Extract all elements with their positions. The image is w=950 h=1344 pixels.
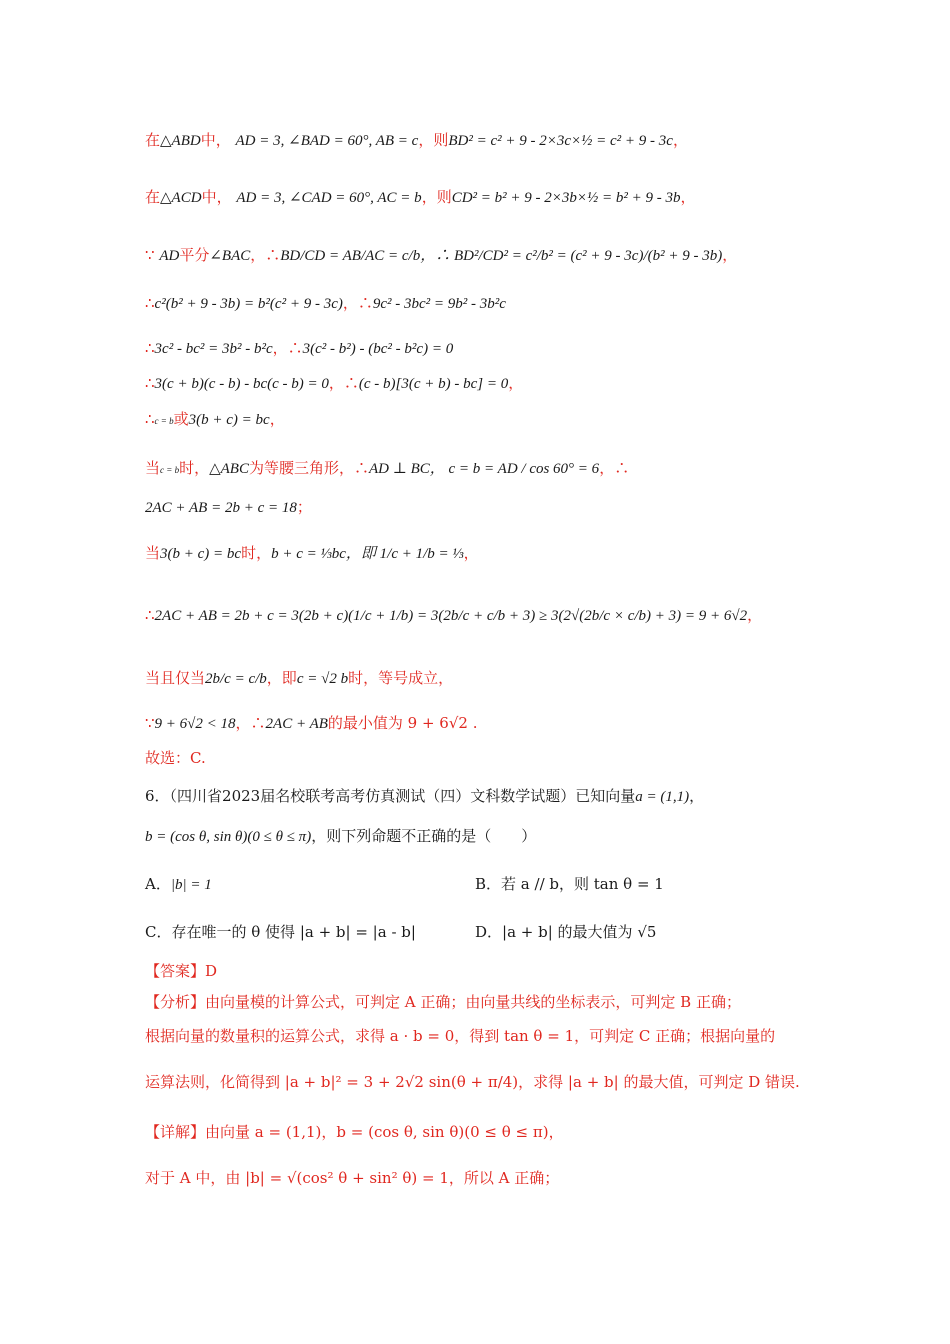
text-end: ，: [463, 544, 479, 562]
option-text: 存在唯一的 θ 使得 |a + b| = |a - b|: [171, 923, 416, 941]
solution-line-12: [145, 668, 453, 689]
text-prefix: 当且仅当: [145, 669, 206, 687]
text-end: ，: [722, 246, 738, 264]
math-expr-2: (c - b)[3(c + b) - bc] = 0: [358, 376, 509, 392]
question-ask: ，则下列命题不正确的是（ ）: [311, 827, 537, 845]
option-label: A．: [145, 875, 171, 893]
math-expr-2: 2AC + AB: [265, 716, 328, 732]
analysis-line-2: [145, 1026, 775, 1046]
text-after: ，∴: [235, 714, 266, 732]
text-after: ，∴: [272, 339, 303, 357]
text-after: ，则: [421, 188, 452, 206]
math-expr: 2b/c = c/b: [205, 671, 267, 687]
text-prefix: 在: [145, 131, 161, 149]
analysis-label: 【分析】: [145, 993, 206, 1011]
condition-label: c = b: [160, 465, 180, 475]
text-end: 时，等号成立，: [348, 669, 454, 687]
question-6-line-1: [145, 786, 704, 807]
text-after: ；: [296, 498, 312, 516]
detail-text: 由向量 a = (1,1)，b = (cos θ, sin θ)(0 ≤ θ ≤ π)，: [205, 1123, 564, 1141]
text-prefix: 当: [145, 459, 161, 477]
math-expr: c²(b² + 9 - 3b) = b²(c² + 9 - 3c): [154, 296, 343, 312]
math-expr: 9 + 6√2 < 18: [154, 716, 236, 732]
detail-label: 【详解】: [145, 1123, 206, 1141]
option-text: |a + b| 的最大值为 √5: [502, 923, 657, 941]
text-after: ，∴: [328, 374, 359, 392]
text-end: ，∴: [599, 459, 630, 477]
text-end: 的最小值为 9 + 6√2 .: [327, 714, 478, 732]
solution-line-11: [145, 605, 762, 626]
option-b[interactable]: [475, 874, 664, 894]
text-after: 时，: [241, 544, 272, 562]
text-after: ，: [747, 606, 763, 624]
solution-line-9: [145, 497, 312, 518]
solution-line-3: [145, 245, 737, 266]
answer-label: 【答案】D: [145, 962, 218, 980]
text-prefix: ∴: [145, 374, 155, 392]
analysis-line-1: [145, 992, 741, 1012]
option-d[interactable]: [475, 922, 656, 942]
text-end: ，: [672, 131, 688, 149]
solution-line-7: [145, 409, 285, 431]
option-label: D．: [475, 923, 503, 941]
math-expr-2: c = √2 b: [296, 671, 349, 687]
text-mid: 中，: [201, 188, 232, 206]
question-6-line-2: [145, 826, 536, 847]
text-mid: 平分: [179, 246, 210, 264]
segment-label: AD: [159, 248, 180, 264]
solution-line-8: [145, 458, 629, 480]
math-expr: 2AC + AB = 2b + c = 3(2b + c)(1/c + 1/b) = 3(2b/c + c/b + 3) ≥ 3(2√(2b/c × c/b) + 3) = 9 + 6√2: [154, 608, 748, 624]
text-comma: ，: [689, 787, 705, 805]
math-expr-2: CD² = b² + 9 - 2×3b×½ = b² + 9 - 3b: [451, 190, 681, 206]
detail-line-1: [145, 1122, 564, 1142]
option-c[interactable]: [145, 922, 416, 942]
text-after: ，∴: [342, 294, 373, 312]
math-expr-2: b + c = ⅓bc，即 1/c + 1/b = ⅓: [271, 546, 464, 562]
solution-line-13: [145, 713, 478, 734]
math-expr: 3c² - bc² = 3b² - b²c: [154, 341, 273, 357]
text-after: ，即: [266, 669, 297, 687]
solution-line-10: [145, 543, 479, 564]
option-label: B．: [475, 875, 502, 893]
solution-line-6: [145, 373, 523, 394]
math-expr: 2AC + AB = 2b + c = 18: [145, 500, 297, 516]
detail-text: 对于 A 中，由 |b| = √(cos² θ + sin² θ) = 1，所以 A 正确；: [145, 1169, 560, 1187]
question-number: 6．: [145, 787, 170, 805]
text-prefix: ∵: [145, 246, 155, 264]
math-expr: AD = 3, ∠BAD = 60°, AB = c: [235, 133, 419, 149]
analysis-line-3: [145, 1072, 800, 1092]
text-mid: 中，: [200, 131, 231, 149]
text-mid: 时，: [179, 459, 210, 477]
solution-line-4: [145, 293, 506, 314]
text-after: ，则: [418, 131, 449, 149]
text-end: ，: [680, 188, 696, 206]
option-text: 若 a // b，则 tan θ = 1: [501, 875, 664, 893]
text-end: ，: [508, 374, 524, 392]
math-expr-2: 3(c² - b²) - (bc² - b²c) = 0: [302, 341, 454, 357]
text-prefix: ∴: [145, 606, 155, 624]
math-expr-2: 9c² - 3bc² = 9b² - 3b²c: [372, 296, 506, 312]
option-text: |b| = 1: [170, 877, 212, 893]
analysis-text: 运算法则，化简得到 |a + b|² = 3 + 2√2 sin(θ + π/4)，求得 |a + b| 的最大值，可判定 D 错误.: [145, 1073, 800, 1091]
text-prefix: ∵: [145, 714, 155, 732]
solution-line-5: [145, 338, 453, 359]
condition-label: c = b: [154, 416, 174, 426]
final-choice: 故选：C.: [145, 749, 206, 767]
math-expr: 3(c + b)(c - b) - bc(c - b) = 0: [154, 376, 329, 392]
math-expr-2: BD/CD = AB/AC = c/b，∴ BD²/CD² = c²/b² = (c² + 9 - 3c)/(b² + 9 - 3b): [280, 248, 723, 264]
text-prefix: ∴: [145, 339, 155, 357]
solution-line-2: [145, 187, 696, 208]
text-prefix: 在: [145, 188, 161, 206]
vector-b: b = (cos θ, sin θ)(0 ≤ θ ≤ π): [145, 829, 312, 845]
math-expr: AD = 3, ∠CAD = 60°, AC = b: [236, 190, 422, 206]
text-mid: 或: [173, 410, 189, 428]
question-source: （四川省2023届名校联考高考仿真测试（四）文科数学试题）已知向量: [169, 787, 636, 805]
math-expr-2: AD ⊥ BC， c = b = AD / cos 60° = 6: [369, 461, 600, 477]
math-expr: 3(b + c) = bc: [160, 546, 242, 562]
text-after: 为等腰三角形，∴: [248, 459, 369, 477]
triangle-label: △ABD: [160, 133, 201, 149]
solution-line-14: [145, 748, 206, 768]
math-expr-2: BD² = c² + 9 - 2×3c×½ = c² + 9 - 3c: [448, 133, 673, 149]
triangle-label: △ACD: [160, 190, 202, 206]
text-after: ，∴: [250, 246, 281, 264]
vector-a: a = (1,1): [635, 789, 690, 805]
text-prefix: ∴: [145, 294, 155, 312]
text-prefix: ∴: [145, 410, 155, 428]
math-expr: △ABC: [209, 461, 249, 477]
analysis-text: 根据向量的数量积的运算公式，求得 a · b = 0，得到 tan θ = 1，可判定 C 正确；根据向量的: [145, 1027, 776, 1045]
math-expr: ∠BAC: [209, 248, 251, 264]
option-a[interactable]: [145, 874, 212, 895]
option-label: C．: [145, 923, 172, 941]
detail-line-2: [145, 1168, 559, 1188]
text-after: ，: [269, 410, 285, 428]
math-expr: 3(b + c) = bc: [188, 412, 270, 428]
analysis-text: 由向量模的计算公式，可判定 A 正确；由向量共线的坐标表示，可判定 B 正确；: [205, 993, 741, 1011]
text-prefix: 当: [145, 544, 161, 562]
answer-line: [145, 961, 217, 981]
solution-line-1: [145, 130, 688, 151]
